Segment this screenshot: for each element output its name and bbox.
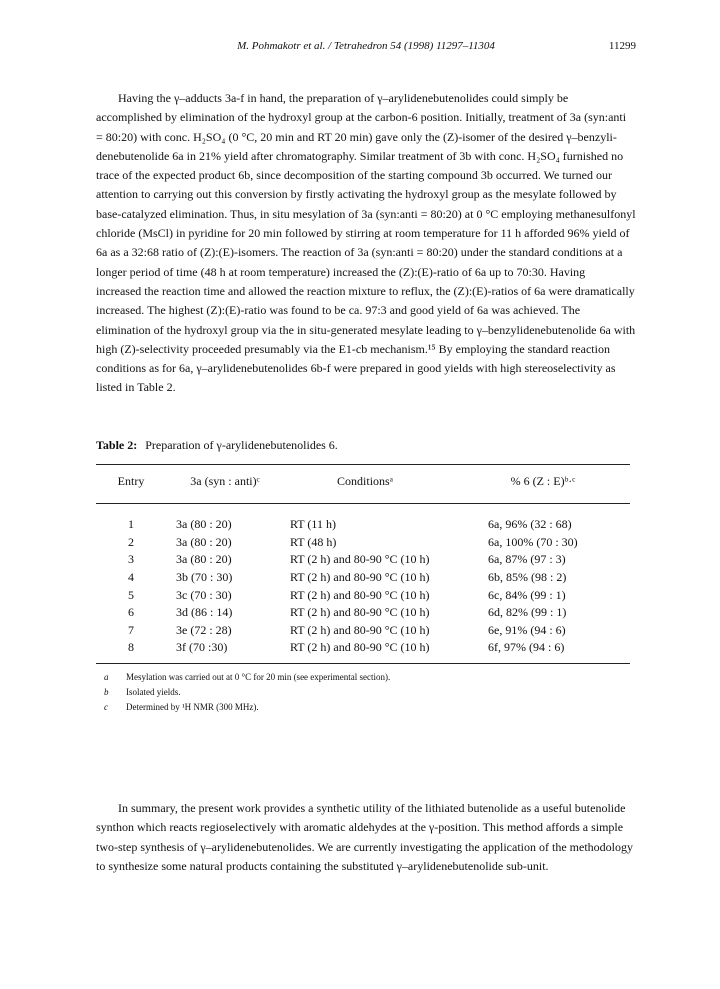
cell-entry: 4 — [128, 570, 134, 585]
cell-product: 6e, 91% (94 : 6) — [488, 622, 566, 637]
table-label: Table 2: — [96, 438, 138, 452]
cell-product: 6d, 82% (99 : 1) — [488, 605, 567, 620]
cell-entry: 1 — [128, 517, 134, 532]
cell-product: 6b, 85% (98 : 2) — [488, 570, 567, 585]
page-header — [96, 40, 636, 56]
column-header-conditions: Conditionsᵃ — [337, 474, 393, 489]
cell-entry: 6 — [128, 605, 134, 620]
table-caption — [96, 438, 338, 453]
table-row — [96, 569, 630, 587]
text-line: 6a as a 32:68 ratio of (Z):(E)-isomers. The reaction of 3a (syn:anti = 80:20) under the standard conditions at a — [96, 245, 623, 260]
table-body — [96, 516, 630, 657]
text-line: listed in Table 2. — [96, 380, 176, 395]
text-line: Having the γ–adducts 3a-f in hand, the preparation of γ–arylidenebutenolides could simply be — [118, 91, 569, 105]
cell-entry: 2 — [128, 534, 134, 549]
text-line: accomplished by elimination of the hydroxyl group at the carbon-6 position. Initially, treatment of 3a (syn:anti — [96, 110, 627, 125]
table-row — [96, 586, 630, 604]
text-line: two-step synthesis of γ–arylidenebutenolides. We are currently investigating the application of the methodology — [96, 839, 633, 854]
table-row — [96, 534, 630, 552]
running-head: M. Pohmakotr et al. / Tetrahedron 54 (1998) 11297–11304 — [237, 40, 495, 52]
body-paragraph-1 — [96, 89, 636, 398]
table-header — [96, 473, 630, 491]
text-line: synthon which reacts regioselectively with aromatic aldehydes at the γ-position. This method affords a simple — [96, 820, 624, 835]
table-row — [96, 622, 630, 640]
cell-product: 6a, 96% (32 : 68) — [488, 517, 572, 532]
text-line: chloride (MsCl) in pyridine for 20 min followed by stirring at room temperature for 11 h afforded 96% yield of — [96, 226, 630, 241]
text-line: high (Z)-selectivity proceeded presumably via the E1-cb mechanism.¹⁵ By employing the standard reaction — [96, 341, 610, 356]
table-top-rule — [96, 464, 630, 465]
table-bottom-rule — [96, 663, 630, 664]
cell-substrate: 3b (70 : 30) — [176, 570, 233, 585]
text-line: longer period of time (48 h at room temperature) increased the (Z):(E)-ratio of 6a up to 70:30. Having — [96, 264, 586, 279]
table-header-rule — [96, 503, 630, 504]
footnote-mark: b — [104, 687, 109, 697]
text-line: increased the reaction time and allowed the reaction mixture to reflux, the (Z):(E)-ratios of 6a were dramatically — [96, 283, 635, 298]
cell-conditions: RT (2 h) and 80-90 °C (10 h) — [290, 552, 430, 567]
table-footnotes — [104, 670, 390, 715]
column-header-product: % 6 (Z : E)ᵇ·ᶜ — [510, 474, 576, 489]
header-row — [96, 473, 630, 491]
table-row — [96, 604, 630, 622]
cell-substrate: 3e (72 : 28) — [176, 622, 232, 637]
cell-entry: 5 — [128, 587, 134, 602]
text-line: In summary, the present work provides a synthetic utility of the lithiated butenolide as a useful butenolide — [118, 801, 626, 815]
page-number: 11299 — [608, 40, 636, 52]
text-line: = 80:20) with conc. H₂SO₄ (0 °C, 20 min and RT 20 min) gave only the (Z)-isomer of the desired γ–benzyli- — [96, 129, 617, 144]
cell-substrate: 3a (80 : 20) — [176, 534, 232, 549]
footnote-mark: a — [104, 672, 109, 682]
text-line: trace of the expected product 6b, since decomposition of the starting compound 3b occurred. We turned our — [96, 168, 612, 183]
cell-substrate: 3a (80 : 20) — [176, 517, 232, 532]
cell-product: 6a, 100% (70 : 30) — [488, 534, 578, 549]
text-line: denebutenolide 6a in 21% yield after chromatography. Similar treatment of 3b with conc. H₂SO₄ furnished no — [96, 148, 624, 163]
cell-conditions: RT (2 h) and 80-90 °C (10 h) — [290, 605, 430, 620]
footnote-mark: c — [104, 702, 108, 712]
cell-entry: 3 — [128, 552, 134, 567]
cell-substrate: 3c (70 : 30) — [176, 587, 232, 602]
cell-conditions: RT (2 h) and 80-90 °C (10 h) — [290, 640, 430, 655]
cell-substrate: 3f (70 :30) — [176, 640, 228, 655]
text-line: to synthesize some natural products containing the substituted γ–arylidenebutenolide sub-unit. — [96, 858, 549, 873]
text-line: attention to carrying out this conversion by firstly activating the hydroxyl group as the mesylate followed by — [96, 187, 617, 202]
cell-conditions: RT (11 h) — [290, 517, 336, 532]
footnote-text: Determined by ¹H NMR (300 MHz). — [126, 702, 259, 712]
cell-conditions: RT (48 h) — [290, 534, 337, 549]
text-line: increased. The highest (Z):(E)-ratio was found to be ca. 97:3 and good yield of 6a was achieved. The — [96, 303, 581, 318]
cell-product: 6f, 97% (94 : 6) — [488, 640, 565, 655]
cell-conditions: RT (2 h) and 80-90 °C (10 h) — [290, 587, 430, 602]
cell-conditions: RT (2 h) and 80-90 °C (10 h) — [290, 570, 430, 585]
table-row — [96, 551, 630, 569]
text-line: base-catalyzed elimination. Thus, in situ mesylation of 3a (syn:anti = 80:20) at 0 °C employing methanesulfonyl — [96, 206, 636, 221]
text-line: elimination of the hydroxyl group via the in situ-generated mesylate leading to γ–benzylidenebutenolide 6a with — [96, 322, 636, 337]
cell-product: 6c, 84% (99 : 1) — [488, 587, 566, 602]
footnote — [104, 670, 390, 685]
footnote-text: Mesylation was carried out at 0 °C for 20 min (see experimental section). — [126, 672, 391, 682]
cell-conditions: RT (2 h) and 80-90 °C (10 h) — [290, 622, 430, 637]
table-row — [96, 516, 630, 534]
footnote-text: Isolated yields. — [126, 687, 181, 697]
cell-entry: 7 — [128, 622, 134, 637]
cell-product: 6a, 87% (97 : 3) — [488, 552, 566, 567]
cell-entry: 8 — [128, 640, 134, 655]
table-row — [96, 639, 630, 657]
footnote — [104, 685, 390, 700]
column-header-substrate: 3a (syn : anti)ᶜ — [190, 474, 260, 489]
footnote — [104, 700, 390, 715]
cell-substrate: 3a (80 : 20) — [176, 552, 232, 567]
column-header-entry: Entry — [117, 474, 145, 489]
text-line: conditions as for 6a, γ–arylidenebutenolides 6b-f were prepared in good yields with high stereoselectivity as — [96, 361, 616, 376]
body-paragraph-2 — [96, 799, 633, 876]
cell-substrate: 3d (86 : 14) — [176, 605, 233, 620]
table-title: Preparation of γ-arylidenebutenolides 6. — [145, 438, 338, 452]
